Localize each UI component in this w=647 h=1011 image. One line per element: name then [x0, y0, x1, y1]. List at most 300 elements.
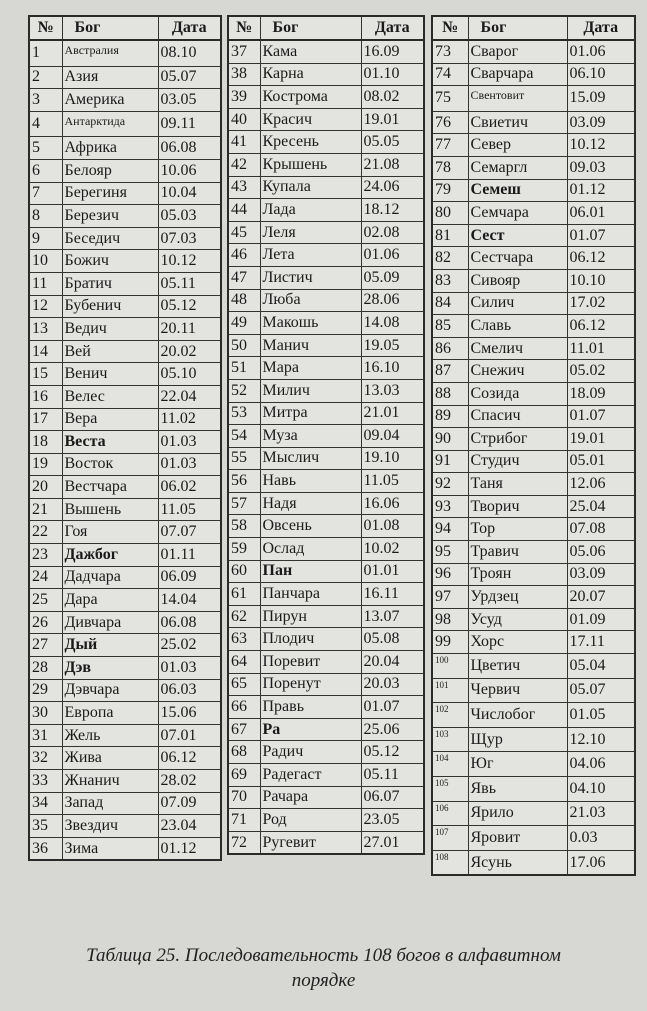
god-name: Ослад	[260, 538, 361, 561]
row-number: 40	[228, 108, 260, 131]
god-name: Азия	[62, 66, 158, 89]
row-number: 37	[228, 40, 260, 63]
table-row	[432, 608, 635, 631]
table-row	[432, 428, 635, 451]
table-row	[29, 137, 221, 160]
table-row	[228, 605, 424, 628]
god-name: Ясунь	[468, 850, 567, 875]
table-row	[228, 673, 424, 696]
god-name: Радич	[260, 741, 361, 764]
row-number: 12	[29, 295, 62, 318]
row-number: 106	[432, 801, 468, 826]
god-date: 05.11	[158, 272, 221, 295]
gods-table-2	[227, 15, 425, 855]
table-row	[228, 334, 424, 357]
row-number: 53	[228, 402, 260, 425]
god-date: 25.02	[158, 634, 221, 657]
table-row	[228, 221, 424, 244]
row-number: 74	[432, 63, 468, 86]
god-date: 05.10	[158, 363, 221, 386]
god-name: Студич	[468, 450, 567, 473]
row-number: 32	[29, 747, 62, 770]
god-name: Снежич	[468, 360, 567, 383]
table-row	[228, 176, 424, 199]
row-number: 107	[432, 826, 468, 851]
god-date: 21.03	[567, 801, 635, 826]
table-row	[228, 492, 424, 515]
table-row	[228, 312, 424, 335]
god-name: Сестчара	[468, 247, 567, 270]
god-name: Восток	[62, 453, 158, 476]
table-row	[29, 611, 221, 634]
god-name: Листич	[260, 266, 361, 289]
god-date: 16.10	[361, 357, 424, 380]
god-name: Силич	[468, 292, 567, 315]
god-name: Надя	[260, 492, 361, 515]
god-date: 25.04	[567, 495, 635, 518]
row-number: 50	[228, 334, 260, 357]
table-row	[228, 289, 424, 312]
header-date: Дата	[361, 16, 424, 40]
god-name: Яровит	[468, 826, 567, 851]
table-row	[29, 589, 221, 612]
table-row	[432, 654, 635, 679]
god-date: 0.03	[567, 826, 635, 851]
god-name: Божич	[62, 250, 158, 273]
table-row	[29, 815, 221, 838]
god-date: 05.12	[158, 295, 221, 318]
table-row	[29, 453, 221, 476]
god-date: 05.03	[158, 205, 221, 228]
god-name: Милич	[260, 379, 361, 402]
god-name: Жель	[62, 724, 158, 747]
god-date: 05.04	[567, 654, 635, 679]
row-number: 8	[29, 205, 62, 228]
row-number: 98	[432, 608, 468, 631]
god-name: Травич	[468, 541, 567, 564]
god-name: Хорс	[468, 631, 567, 654]
god-date: 01.05	[567, 703, 635, 728]
row-number: 69	[228, 764, 260, 787]
god-date: 12.10	[567, 727, 635, 752]
god-name: Лада	[260, 199, 361, 222]
row-number: 41	[228, 131, 260, 154]
table-row	[228, 153, 424, 176]
gods-table-3	[431, 15, 636, 876]
table-row	[29, 227, 221, 250]
god-name: Африка	[62, 137, 158, 160]
row-number: 46	[228, 244, 260, 267]
god-date: 04.06	[567, 752, 635, 777]
row-number: 99	[432, 631, 468, 654]
row-number: 76	[432, 111, 468, 134]
row-number: 89	[432, 405, 468, 428]
god-date: 14.08	[361, 312, 424, 335]
god-name: Дивчара	[62, 611, 158, 634]
god-name: Дажбог	[62, 544, 158, 567]
table-row	[29, 476, 221, 499]
table-row	[432, 179, 635, 202]
god-date: 27.01	[361, 831, 424, 854]
row-number: 104	[432, 752, 468, 777]
table-row	[29, 111, 221, 137]
god-date: 20.11	[158, 318, 221, 341]
god-name: Семчара	[468, 202, 567, 225]
god-name: Кресень	[260, 131, 361, 154]
row-number: 56	[228, 470, 260, 493]
row-number: 29	[29, 679, 62, 702]
row-number: 3	[29, 89, 62, 112]
god-date: 20.04	[361, 651, 424, 674]
table-row	[228, 40, 424, 63]
god-date: 01.06	[567, 40, 635, 63]
table-row	[228, 86, 424, 109]
god-date: 05.01	[567, 450, 635, 473]
header-row	[228, 16, 424, 40]
row-number: 81	[432, 224, 468, 247]
row-number: 105	[432, 777, 468, 802]
god-name: Панчара	[260, 583, 361, 606]
god-date: 10.02	[361, 538, 424, 561]
god-date: 05.11	[361, 764, 424, 787]
table-row	[29, 792, 221, 815]
god-name: Беседич	[62, 227, 158, 250]
god-name: Юг	[468, 752, 567, 777]
table-row	[29, 159, 221, 182]
god-name: Сварог	[468, 40, 567, 63]
table-row	[228, 447, 424, 470]
header-date: Дата	[158, 16, 221, 40]
row-number: 95	[432, 541, 468, 564]
god-date: 05.07	[567, 678, 635, 703]
god-name: Дэвчара	[62, 679, 158, 702]
table-row	[432, 826, 635, 851]
god-name: Род	[260, 809, 361, 832]
god-name: Венич	[62, 363, 158, 386]
god-date: 01.03	[158, 657, 221, 680]
god-date: 05.12	[361, 741, 424, 764]
row-number: 108	[432, 850, 468, 875]
table-row	[29, 544, 221, 567]
god-date: 06.09	[158, 566, 221, 589]
god-name: Запад	[62, 792, 158, 815]
table-row	[228, 108, 424, 131]
god-name: Навь	[260, 470, 361, 493]
god-name: Крышень	[260, 153, 361, 176]
god-date: 06.08	[158, 137, 221, 160]
god-name: Щур	[468, 727, 567, 752]
header-row	[432, 16, 635, 40]
row-number: 43	[228, 176, 260, 199]
god-date: 16.06	[361, 492, 424, 515]
gods-table-1	[28, 15, 222, 861]
god-date: 01.09	[567, 608, 635, 631]
row-number: 54	[228, 425, 260, 448]
god-date: 07.09	[158, 792, 221, 815]
table-row	[29, 295, 221, 318]
row-number: 67	[228, 718, 260, 741]
row-number: 78	[432, 156, 468, 179]
row-number: 84	[432, 292, 468, 315]
table-row	[29, 363, 221, 386]
gods-tables	[28, 15, 634, 908]
header-god: Бог	[260, 16, 361, 40]
row-number: 60	[228, 560, 260, 583]
god-name: Поревит	[260, 651, 361, 674]
god-name: Ярило	[468, 801, 567, 826]
god-date: 11.02	[158, 408, 221, 431]
table-row	[29, 679, 221, 702]
row-number: 45	[228, 221, 260, 244]
row-number: 33	[29, 770, 62, 793]
god-name: Дэв	[62, 657, 158, 680]
table-row	[29, 498, 221, 521]
row-number: 2	[29, 66, 62, 89]
row-number: 26	[29, 611, 62, 634]
row-number: 90	[432, 428, 468, 451]
header-num: №	[29, 16, 62, 40]
table-row	[432, 495, 635, 518]
god-name: Червич	[468, 678, 567, 703]
god-date: 19.10	[361, 447, 424, 470]
row-number: 88	[432, 382, 468, 405]
god-date: 01.10	[361, 63, 424, 86]
table-row	[228, 764, 424, 787]
row-number: 24	[29, 566, 62, 589]
table-row	[29, 521, 221, 544]
table-row	[228, 63, 424, 86]
table-row	[432, 337, 635, 360]
god-name: Дадчара	[62, 566, 158, 589]
god-name: Красич	[260, 108, 361, 131]
table-row	[228, 809, 424, 832]
table-row	[432, 727, 635, 752]
god-name: Север	[468, 134, 567, 157]
god-date: 08.02	[361, 86, 424, 109]
table-row	[228, 199, 424, 222]
god-date: 09.03	[567, 156, 635, 179]
table-row	[432, 224, 635, 247]
row-number: 72	[228, 831, 260, 854]
row-number: 17	[29, 408, 62, 431]
table-row	[432, 518, 635, 541]
row-number: 51	[228, 357, 260, 380]
god-date: 01.01	[361, 560, 424, 583]
table-row	[432, 752, 635, 777]
god-name: Белояр	[62, 159, 158, 182]
god-date: 19.05	[361, 334, 424, 357]
god-date: 05.02	[567, 360, 635, 383]
god-date: 01.12	[567, 179, 635, 202]
table-row	[29, 272, 221, 295]
row-number: 58	[228, 515, 260, 538]
god-date: 01.06	[361, 244, 424, 267]
row-number: 66	[228, 696, 260, 719]
row-number: 82	[432, 247, 468, 270]
row-number: 96	[432, 563, 468, 586]
row-number: 73	[432, 40, 468, 63]
god-name: Плодич	[260, 628, 361, 651]
table-row	[228, 131, 424, 154]
god-name: Карна	[260, 63, 361, 86]
god-date: 01.12	[158, 837, 221, 860]
row-number: 102	[432, 703, 468, 728]
row-number: 14	[29, 340, 62, 363]
row-number: 19	[29, 453, 62, 476]
god-name: Дара	[62, 589, 158, 612]
god-name: Зима	[62, 837, 158, 860]
god-date: 06.12	[567, 315, 635, 338]
god-date: 15.06	[158, 702, 221, 725]
table-row	[29, 205, 221, 228]
god-date: 01.03	[158, 453, 221, 476]
table-row	[29, 724, 221, 747]
table-row	[432, 292, 635, 315]
god-name: Творич	[468, 495, 567, 518]
table-row	[432, 541, 635, 564]
row-number: 27	[29, 634, 62, 657]
god-date: 05.08	[361, 628, 424, 651]
god-name: Пан	[260, 560, 361, 583]
god-name: Дый	[62, 634, 158, 657]
god-date: 01.07	[567, 224, 635, 247]
god-date: 10.04	[158, 182, 221, 205]
row-number: 38	[228, 63, 260, 86]
row-number: 4	[29, 111, 62, 137]
god-name: Вера	[62, 408, 158, 431]
table-caption	[0, 943, 647, 993]
god-name: Стрибог	[468, 428, 567, 451]
table-row	[228, 741, 424, 764]
god-date: 19.01	[361, 108, 424, 131]
table-row	[29, 634, 221, 657]
god-date: 07.08	[567, 518, 635, 541]
god-date: 09.04	[361, 425, 424, 448]
god-date: 20.07	[567, 586, 635, 609]
row-number: 83	[432, 269, 468, 292]
table-row	[29, 408, 221, 431]
god-name: Числобог	[468, 703, 567, 728]
god-name: Рачара	[260, 786, 361, 809]
row-number: 75	[432, 86, 468, 112]
god-date: 06.01	[567, 202, 635, 225]
table-row	[29, 66, 221, 89]
row-number: 5	[29, 137, 62, 160]
row-number: 30	[29, 702, 62, 725]
god-name: Смелич	[468, 337, 567, 360]
row-number: 68	[228, 741, 260, 764]
row-number: 86	[432, 337, 468, 360]
table-row	[432, 450, 635, 473]
table-row	[228, 831, 424, 854]
god-name: Сивояр	[468, 269, 567, 292]
god-date: 10.06	[158, 159, 221, 182]
god-name: Макошь	[260, 312, 361, 335]
row-number: 49	[228, 312, 260, 335]
row-number: 100	[432, 654, 468, 679]
row-number: 71	[228, 809, 260, 832]
row-number: 93	[432, 495, 468, 518]
row-number: 61	[228, 583, 260, 606]
table-row	[29, 89, 221, 112]
god-name: Семаргл	[468, 156, 567, 179]
caption-line-2: порядке	[291, 970, 356, 991]
table-row	[228, 379, 424, 402]
row-number: 70	[228, 786, 260, 809]
table-row	[228, 470, 424, 493]
god-date: 07.03	[158, 227, 221, 250]
table-row	[432, 111, 635, 134]
row-number: 11	[29, 272, 62, 295]
table-row	[432, 156, 635, 179]
row-number: 1	[29, 40, 62, 66]
god-date: 06.12	[158, 747, 221, 770]
table-row	[228, 402, 424, 425]
god-date: 17.02	[567, 292, 635, 315]
god-date: 13.03	[361, 379, 424, 402]
god-date: 18.09	[567, 382, 635, 405]
row-number: 92	[432, 473, 468, 496]
god-date: 22.04	[158, 385, 221, 408]
god-date: 07.07	[158, 521, 221, 544]
god-date: 05.07	[158, 66, 221, 89]
table-row	[432, 86, 635, 112]
table-row	[228, 786, 424, 809]
row-number: 36	[29, 837, 62, 860]
table-row	[432, 801, 635, 826]
table-row	[432, 631, 635, 654]
god-name: Троян	[468, 563, 567, 586]
header-num: №	[432, 16, 468, 40]
god-name: Ведич	[62, 318, 158, 341]
god-name: Вестчара	[62, 476, 158, 499]
god-name: Свентовит	[468, 86, 567, 112]
god-name: Кострома	[260, 86, 361, 109]
god-name: Ра	[260, 718, 361, 741]
header-god: Бог	[468, 16, 567, 40]
god-name: Пирун	[260, 605, 361, 628]
god-date: 01.07	[567, 405, 635, 428]
god-date: 18.12	[361, 199, 424, 222]
row-number: 80	[432, 202, 468, 225]
table-row	[29, 318, 221, 341]
row-number: 6	[29, 159, 62, 182]
table-row	[228, 266, 424, 289]
god-date: 01.07	[361, 696, 424, 719]
god-name: Вей	[62, 340, 158, 363]
god-date: 20.02	[158, 340, 221, 363]
god-name: Усуд	[468, 608, 567, 631]
row-number: 34	[29, 792, 62, 815]
table-row	[228, 538, 424, 561]
god-name: Таня	[468, 473, 567, 496]
god-date: 28.06	[361, 289, 424, 312]
table-row	[432, 586, 635, 609]
god-name: Берегиня	[62, 182, 158, 205]
god-name: Цветич	[468, 654, 567, 679]
row-number: 42	[228, 153, 260, 176]
god-name: Сварчара	[468, 63, 567, 86]
row-number: 28	[29, 657, 62, 680]
god-date: 25.06	[361, 718, 424, 741]
row-number: 65	[228, 673, 260, 696]
god-name: Антарктида	[62, 111, 158, 137]
god-date: 03.09	[567, 563, 635, 586]
god-name: Люба	[260, 289, 361, 312]
table-row	[228, 560, 424, 583]
row-number: 62	[228, 605, 260, 628]
row-number: 97	[432, 586, 468, 609]
